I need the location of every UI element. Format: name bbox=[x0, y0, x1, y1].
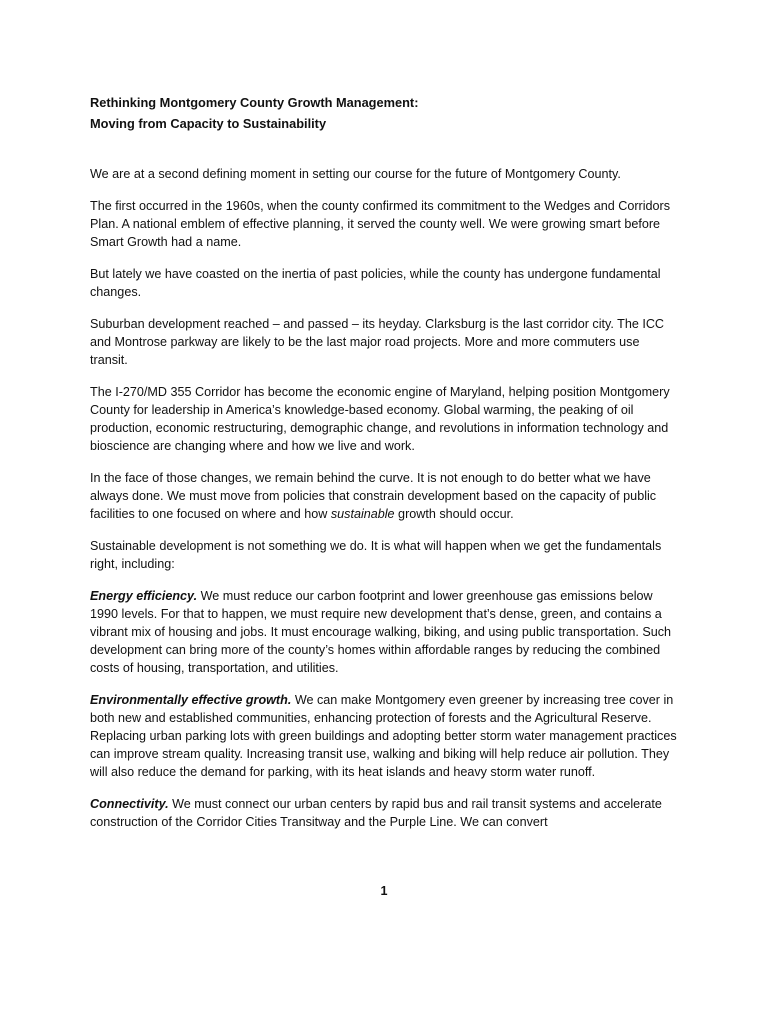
paragraph-connectivity bbox=[90, 795, 680, 831]
behind-curve-text-start: In the face of those changes, we remain behind the curve. It is not enough to do better what we have always done. We must move from policies that constrain development based on the capacity of public facilities to one focused on where and how bbox=[90, 471, 657, 521]
environmental-growth-text: We can make Montgomery even greener by increasing tree cover in both new and established communities, enhancing protection of forests and the Agricultural Reserve. Replacing urban parking lots with green buildings and adopting better storm water management practices can improve stream quality. Increasing transit use, walking and biking will help reduce air pollution. They will also reduce the demand for parking, with its heat islands and heavy storm water runoff. bbox=[90, 693, 677, 779]
paragraph-sustainable-development: Sustainable development is not something we do. It is what will happen when we get the fundamentals right, including: bbox=[90, 539, 662, 571]
connectivity-heading: Connectivity. bbox=[90, 797, 169, 811]
paragraph-corridor-economy: The I-270/MD 355 Corridor has become the economic engine of Maryland, helping position Montgomery County for leadership in America’s knowledge-based economy. Global warming, the peaking of oil production, economic restructuring, demographic change, and revolutions in information technology and bioscience are changing where and how we live and work. bbox=[90, 385, 670, 453]
behind-curve-text-end: growth should occur. bbox=[394, 507, 514, 521]
energy-efficiency-text: We must reduce our carbon footprint and lower greenhouse gas emissions below 1990 levels. For that to happen, we must require new development that’s dense, green, and contains a vibrant mix of housing and jobs. It must encourage walking, biking, and using public transportation. Such development can bring more of the county’s homes within affordable ranges by reducing the combined costs of housing, transportation, and utilities. bbox=[90, 589, 672, 675]
paragraph-behind-curve bbox=[90, 469, 680, 523]
paragraph-environmental-growth bbox=[90, 691, 680, 781]
environmental-growth-heading: Environmentally effective growth. bbox=[90, 693, 292, 707]
paragraph-1960s: The first occurred in the 1960s, when the county confirmed its commitment to the Wedges and Corridors Plan. A national emblem of effective planning, it served the county well. We were growing smart before Smart Growth had a name. bbox=[90, 199, 671, 249]
title-line-2: Moving from Capacity to Sustainability bbox=[90, 116, 327, 131]
paragraph-defining-moment: We are at a second defining moment in setting our course for the future of Montgomery County. bbox=[90, 167, 621, 181]
paragraph-energy-efficiency bbox=[90, 587, 680, 677]
energy-efficiency-heading: Energy efficiency. bbox=[90, 589, 198, 603]
paragraph-suburban-development: Suburban development reached – and passed – its heyday. Clarksburg is the last corridor city. The ICC and Montrose parkway are likely to be the last major road projects. More and more commuters use transit. bbox=[90, 317, 665, 367]
document-title bbox=[90, 92, 680, 134]
title-line-1: Rethinking Montgomery County Growth Management: bbox=[90, 95, 419, 110]
page-number: 1 bbox=[380, 884, 388, 898]
document-body bbox=[90, 92, 680, 845]
paragraph-inertia: But lately we have coasted on the inertia of past policies, while the county has undergone fundamental changes. bbox=[90, 267, 661, 299]
connectivity-text: We must connect our urban centers by rapid bus and rail transit systems and accelerate construction of the Corridor Cities Transitway and the Purple Line. We can convert bbox=[90, 797, 662, 829]
emphasis-sustainable: sustainable bbox=[330, 507, 395, 521]
